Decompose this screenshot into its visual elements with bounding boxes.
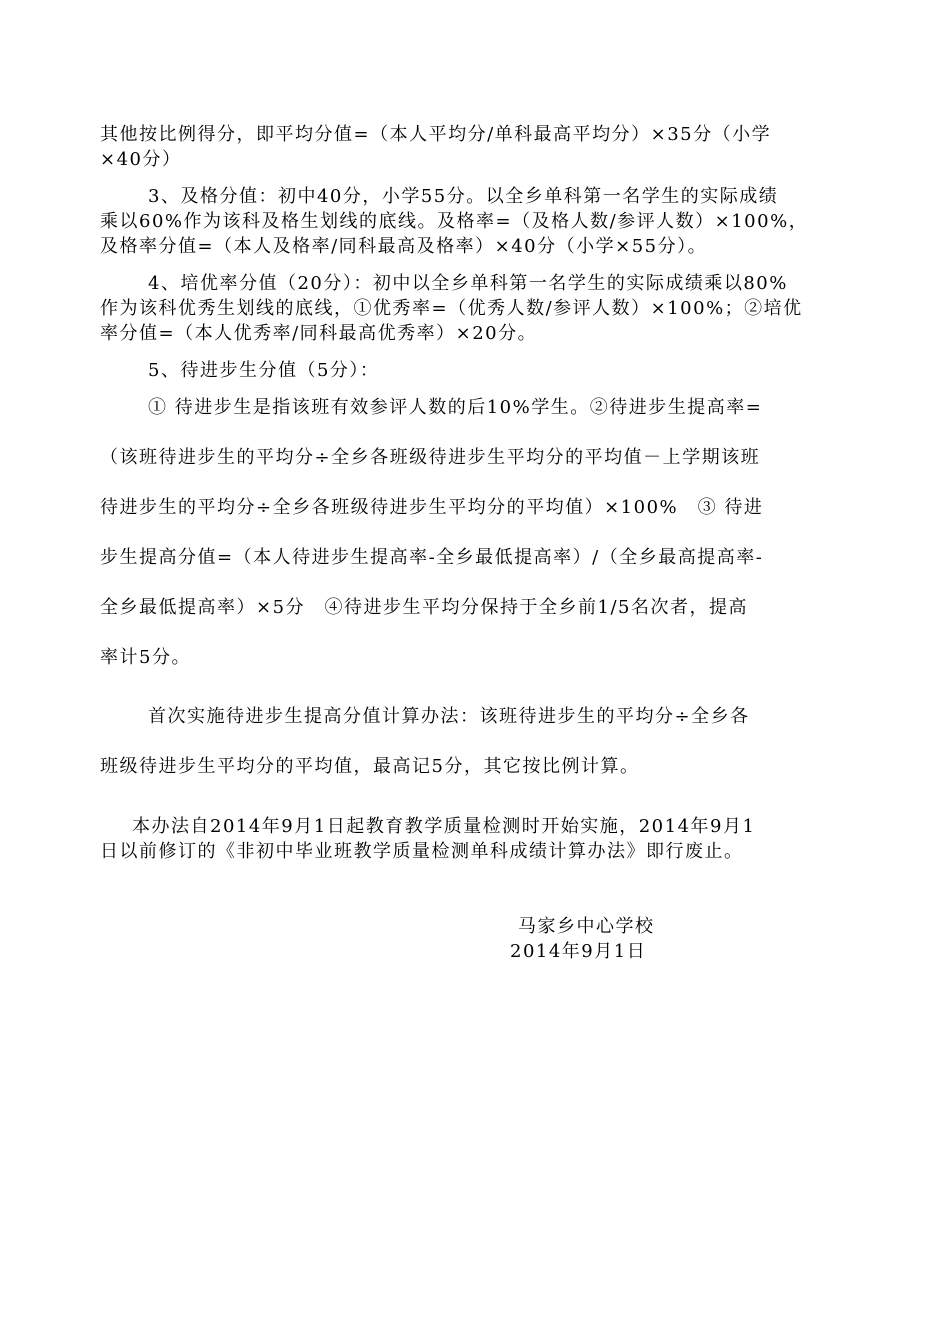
paragraph-line: 全乡最低提高率）×5分 ④待进步生平均分保持于全乡前1/5名次者，提高 xyxy=(100,597,748,618)
paragraph-line: 3、及格分值：初中40分，小学55分。以全乡单科第一名学生的实际成绩 xyxy=(148,186,779,207)
paragraph-line: 首次实施待进步生提高分值计算办法：该班待进步生的平均分÷全乡各 xyxy=(148,706,750,727)
signature-org: 马家乡中心学校 xyxy=(518,916,655,937)
paragraph-line: ① 待进步生是指该班有效参评人数的后10%学生。②待进步生提高率= xyxy=(148,397,763,418)
paragraph-line: 班级待进步生平均分的平均值，最高记5分，其它按比例计算。 xyxy=(100,756,640,777)
signature-date: 2014年9月1日 xyxy=(510,941,647,962)
paragraph-line: 本办法自2014年9月1日起教育教学质量检测时开始实施，2014年9月1 xyxy=(132,816,756,837)
paragraph-line: 5、待进步生分值（5分）： xyxy=(148,360,380,381)
paragraph-line: ×40分） xyxy=(100,149,182,170)
paragraph-line: 率计5分。 xyxy=(100,647,191,668)
paragraph-line: 乘以60%作为该科及格生划线的底线。及格率=（及格人数/参评人数）×100%， xyxy=(100,211,809,232)
paragraph-line: 待进步生的平均分÷全乡各班级待进步生平均分的平均值）×100% ③ 待进 xyxy=(100,497,764,518)
paragraph-line: 步生提高分值=（本人待进步生提高率-全乡最低提高率）/（全乡最高提高率- xyxy=(100,547,764,568)
paragraph-line: 4、培优率分值（20分）：初中以全乡单科第一名学生的实际成绩乘以80% xyxy=(148,273,788,294)
paragraph-line: （该班待进步生的平均分÷全乡各班级待进步生平均分的平均值－上学期该班 xyxy=(100,447,761,468)
paragraph-line: 日以前修订的《非初中毕业班教学质量检测单科成绩计算办法》即行废止。 xyxy=(100,841,744,862)
paragraph-line: 率分值=（本人优秀率/同科最高优秀率）×20分。 xyxy=(100,323,538,344)
paragraph-line: 及格率分值=（本人及格率/同科最高及格率）×40分（小学×55分）。 xyxy=(100,236,708,257)
paragraph-line: 其他按比例得分，即平均分值=（本人平均分/单科最高平均分）×35分（小学 xyxy=(100,124,772,145)
paragraph-line: 作为该科优秀生划线的底线，①优秀率=（优秀人数/参评人数）×100%；②培优 xyxy=(100,298,803,319)
